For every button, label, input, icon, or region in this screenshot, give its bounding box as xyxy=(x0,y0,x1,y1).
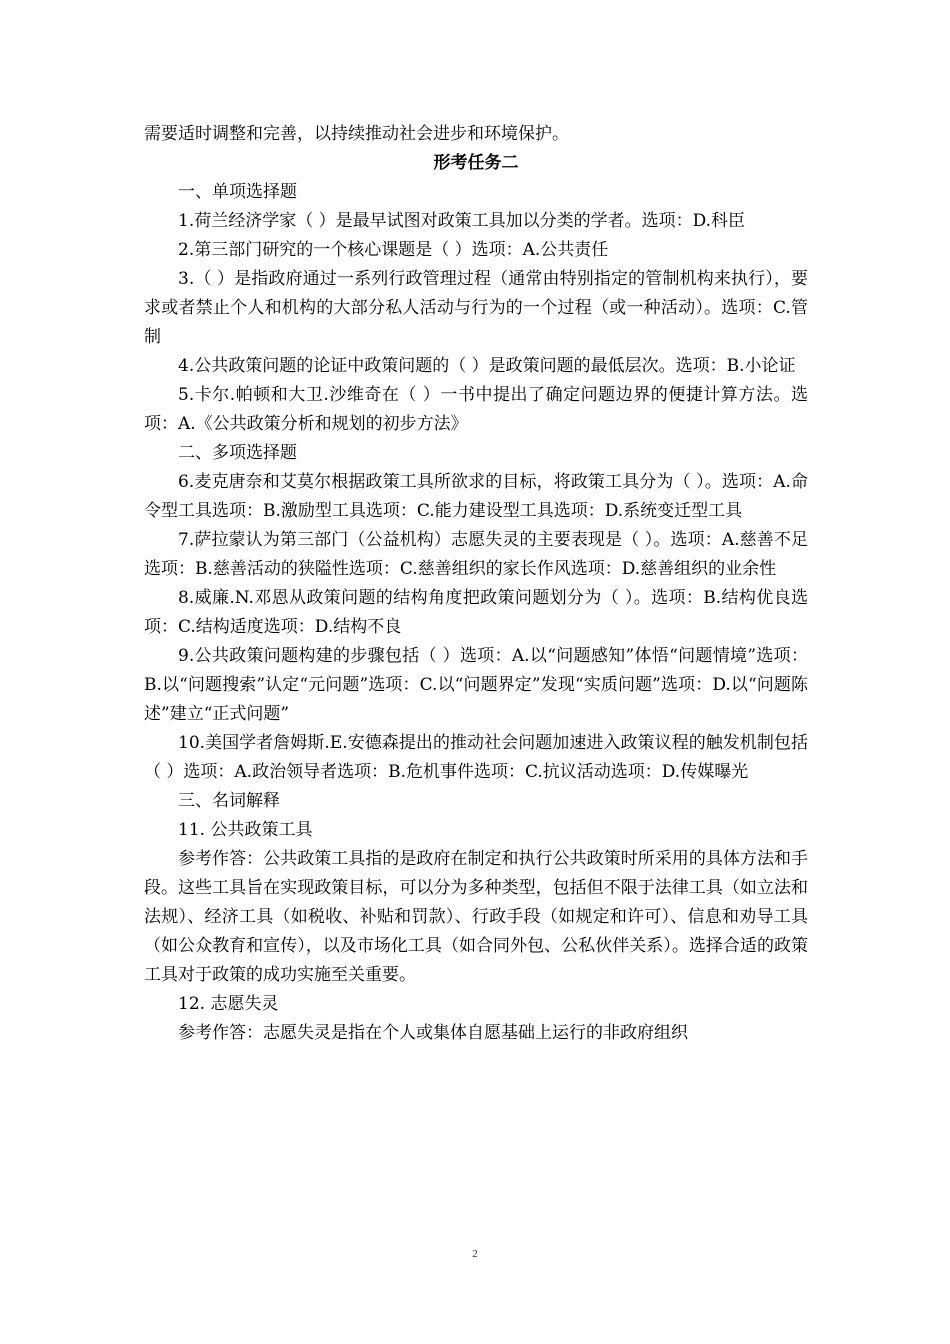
answer-12: 参考作答：志愿失灵是指在个人或集体自愿基础上运行的非政府组织 xyxy=(178,1023,688,1043)
question-1: 1.荷兰经济学家（ ）是最早试图对政策工具加以分类的学者。选项：D.科臣 xyxy=(178,211,746,231)
page-number: 2 xyxy=(472,1248,478,1260)
question-11: 11. 公共政策工具 xyxy=(178,820,313,840)
section-title: 形考任务二 xyxy=(433,153,519,173)
question-8: 8.威廉.N.邓恩从政策问题的结构角度把政策问题划分为（ ）。选项：B.结构优良选项：C.结构适度选项：D.结构不良 xyxy=(144,588,808,637)
section-heading-term-explanation: 三、名词解释 xyxy=(178,791,280,811)
question-7: 7.萨拉蒙认为第三部门（公益机构）志愿失灵的主要表现是（ ）。选项：A.慈善不足选项：B.慈善活动的狭隘性选项：C.慈善组织的家长作风选项：D.慈善组织的业余性 xyxy=(144,530,808,579)
section-heading-single-choice: 一、单项选择题 xyxy=(178,182,297,202)
question-4: 4.公共政策问题的论证中政策问题的（ ）是政策问题的最低层次。选项：B.小论证 xyxy=(178,356,796,376)
question-3: 3.（ ）是指政府通过一系列行政管理过程（通常由特别指定的管制机构来执行），要求或者禁止个人和机构的大部分私人活动与行为的一个过程（或一种活动）。选项：C.管制 xyxy=(144,269,808,347)
question-2: 2.第三部门研究的一个核心课题是（ ）选项：A.公共责任 xyxy=(178,240,609,260)
section-heading-multiple-choice: 二、多项选择题 xyxy=(178,443,297,463)
intro-tail-text: 需要适时调整和完善，以持续推动社会进步和环境保护。 xyxy=(144,124,569,144)
question-12: 12. 志愿失灵 xyxy=(178,994,279,1014)
question-6: 6.麦克唐奈和艾莫尔根据政策工具所欲求的目标，将政策工具分为（ ）。选项：A.命令型工具选项：B.激励型工具选项：C.能力建设型工具选项：D.系统变迁型工具 xyxy=(144,472,808,521)
question-5: 5.卡尔.帕顿和大卫.沙维奇在（ ）一书中提出了确定问题边界的便捷计算方法。选项：A.《公共政策分析和规划的初步方法》 xyxy=(144,385,808,434)
answer-11: 参考作答：公共政策工具指的是政府在制定和执行公共政策时所采用的具体方法和手段。这些工具旨在实现政策目标，可以分为多种类型，包括但不限于法律工具（如立法和法规）、经济工具（如税收、补贴和罚款）、行政手段（如规定和许可）、信息和劝导工具（如公众教育和宣传），以及市场化工具（如合同外包、公私伙伴关系）。选择合适的政策工具对于政策的成功实施至关重要。 xyxy=(144,849,808,985)
question-9: 9.公共政策问题构建的步骤包括（ ）选项：A.以“问题感知”体悟“问题情境”选项：B.以“问题搜索”认定“元问题”选项：C.以“问题界定”发现“实质问题”选项：D.以“问题陈述”建立“正式问题” xyxy=(144,646,808,724)
page-content xyxy=(144,120,808,1048)
question-10: 10.美国学者詹姆斯.E.安德森提出的推动社会问题加速进入政策议程的触发机制包括（ ）选项：A.政治领导者选项：B.危机事件选项：C.抗议活动选项：D.传媒曝光 xyxy=(144,733,808,782)
